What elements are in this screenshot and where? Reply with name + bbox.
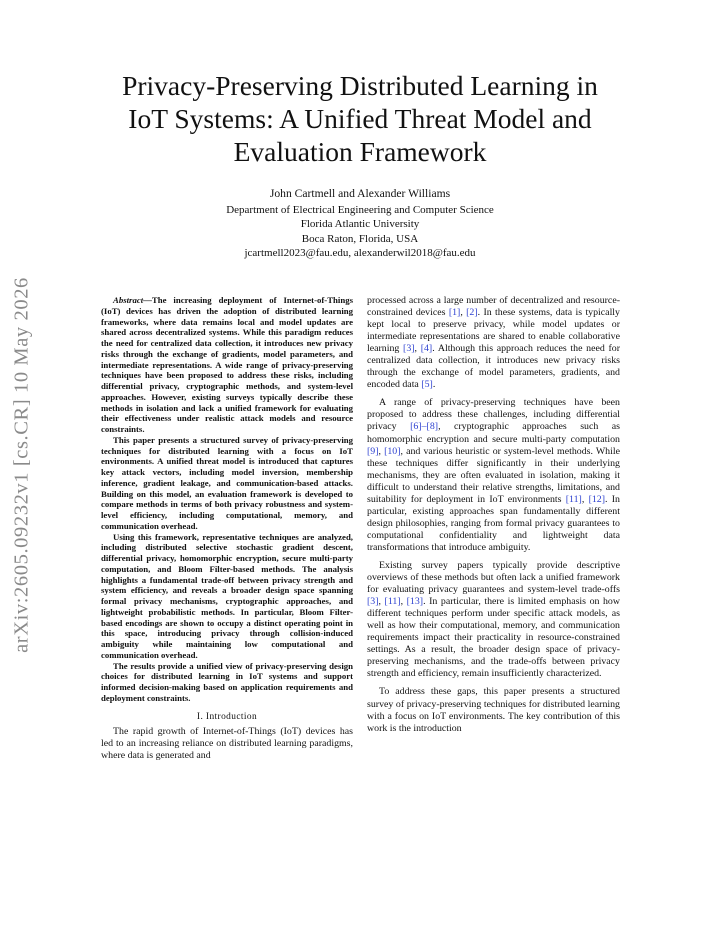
author-university: Florida Atlantic University [300, 218, 420, 231]
text-run: , [414, 343, 421, 355]
title-line-2: IoT Systems: A Unified Threat Model and [128, 103, 592, 134]
author-block [160, 187, 560, 261]
author-names: John Cartmell and Alexander Williams [269, 187, 451, 200]
section-heading-introduction: I. Introduction [196, 711, 258, 722]
title-line-1: Privacy-Preserving Distributed Learning in [122, 70, 598, 101]
author-department: Department of Electrical Engineering and Computer Science [226, 203, 494, 216]
text-run: . Although this approach reduces the need for centralized data collection, it introduces new privacy risks through the exchange of model parameters, gradients, and encoded data [367, 343, 621, 391]
right-column [367, 295, 620, 741]
abstract-text-1: —The increasing deployment of Internet-of-Things (IoT) devices has driven the adoption of distributed learning frameworks, where data remains local and model updates are shared across decentralized systems. While this paradigm reduces the need for centralized data collection, it introduces new privacy risks through the exchange of gradients, model parameters, and intermediate representations. A wide range of privacy-preserving techniques have been proposed to address these risks, including differential privacy, cryptographic methods, and system-level approaches. However, existing surveys typically describe these methods in isolation and lack a unified framework for evaluating their effectiveness under realistic attack models and resource constraints. [101, 295, 353, 434]
text-run: processed across a large number of decentralized and resource-constrained devices [367, 295, 620, 319]
text-run: , [460, 307, 467, 319]
intro-paragraph-4: To address these gaps, this paper presents a structured survey of privacy-preserving techniques for distributed learning with a focus on IoT environments. The key contribution of this work is the introduction [367, 686, 620, 734]
citation-link[interactable]: [6]–[8] [410, 421, 439, 433]
author-location: Boca Raton, Florida, USA [301, 232, 419, 245]
citation-link[interactable]: [11] [565, 493, 582, 505]
left-column [101, 295, 353, 762]
citation-link[interactable]: [2] [466, 307, 478, 319]
abstract-paragraph-2: This paper presents a structured survey of privacy-preserving techniques for distributed learning with a focus on IoT environments. A unified threat model is introduced that captures key attack vectors, including model inversion, membership inference, gradient leakage, and communication-based attacks. Building on this model, an evaluation framework is developed to compare methods in terms of both privacy robustness and system-level efficiency, including computational, memory, and communication overhead. [101, 434, 353, 531]
abstract-paragraph-4: The results provide a unified view of privacy-preserving design choices for distributed learning in IoT systems and support informed decision-making based on application requirements and deployment constraints. [101, 660, 353, 703]
text-run: , and various heuristic or system-level methods. While these techniques differ significantly in their underlying mechanisms, they are often evaluated in isolation, making it difficult to understand their relative strengths, limitations, and suitability for deployment in IoT environments [367, 445, 620, 505]
citation-link[interactable]: [13] [406, 596, 424, 608]
citation-link[interactable]: [12] [588, 493, 606, 505]
intro-paragraph-1-continued [367, 295, 620, 391]
text-run: , [378, 596, 385, 608]
intro-paragraph-2 [367, 397, 620, 554]
abstract-paragraph-1 [101, 295, 353, 435]
text-run: Existing survey papers typically provide descriptive overviews of these methods but often lack a unified framework for evaluating privacy guarantees and system-level trade-offs [367, 559, 620, 596]
text-run: A range of privacy-preserving techniques have been proposed to address these challenges, including differential privacy [367, 397, 620, 433]
arxiv-identifier-text: arXiv:2605.09232v1 [cs.CR] 10 May 2026 [10, 277, 33, 653]
abstract [101, 295, 353, 704]
citation-link[interactable]: [10] [384, 445, 401, 457]
abstract-label: Abstract [113, 295, 144, 305]
citation-link[interactable]: [5] [421, 379, 433, 391]
citation-link[interactable]: [4] [420, 343, 433, 355]
abstract-paragraph-3: Using this framework, representative techniques are analyzed, including distributed selective stochastic gradient descent, differential privacy, homomorphic encryption, secure multi-party computation, and Bloom Filter-based methods. The analysis highlights a fundamental trade-off between privacy strength and system efficiency, and reveals a broader design space spanning formal privacy mechanisms, cryptographic approaches, and lightweight probabilistic methods. In particular, Bloom Filter-based encodings are shown to occupy a distinct operating point in this space, introducing privacy through collision-induced ambiguity while maintaining low computational and communication overhead. [101, 531, 353, 660]
author-emails: jcartmell2023@fau.edu, alexanderwil2018@fau.edu [244, 247, 476, 260]
citation-link[interactable]: [3] [367, 596, 379, 608]
text-run: . In particular, existing approaches span fundamentally different design philosophies, ranging from formal privacy guarantees to computational confidentiality and lightweight data transformations that introduce ambiguity. [367, 493, 620, 553]
citation-link[interactable]: [11] [384, 596, 401, 608]
text-run: . In these systems, data is typically kept local to preserve privacy, while model updates or intermediate representations are shared to enable collaborative learning [367, 307, 620, 355]
paper-title [90, 69, 630, 168]
text-run: , [400, 596, 407, 608]
text-run: . In particular, there is limited emphasis on how different techniques perform under specific attack models, as well as how their computational, memory, and communication requirements impact their practicality in resource-constrained settings. As a result, the broader design space of privacy-preserving mechanisms, and the trade-offs between privacy strength and efficiency, remain insufficiently characterized. [367, 596, 620, 680]
title-line-3: Evaluation Framework [233, 136, 487, 167]
citation-link[interactable]: [3] [403, 343, 415, 355]
text-run: , [581, 493, 589, 505]
text-run: , [378, 445, 385, 457]
intro-paragraph-3 [367, 560, 620, 680]
text-run: . [432, 379, 436, 391]
intro-paragraph-1: The rapid growth of Internet-of-Things (IoT) devices has led to an increasing reliance on distributed learning paradigms, where data is generated and [101, 725, 353, 761]
text-run: , cryptographic approaches such as homomorphic encryption and secure multi-party computation [367, 421, 620, 445]
citation-link[interactable]: [1] [448, 307, 461, 319]
citation-link[interactable]: [9] [367, 445, 379, 457]
